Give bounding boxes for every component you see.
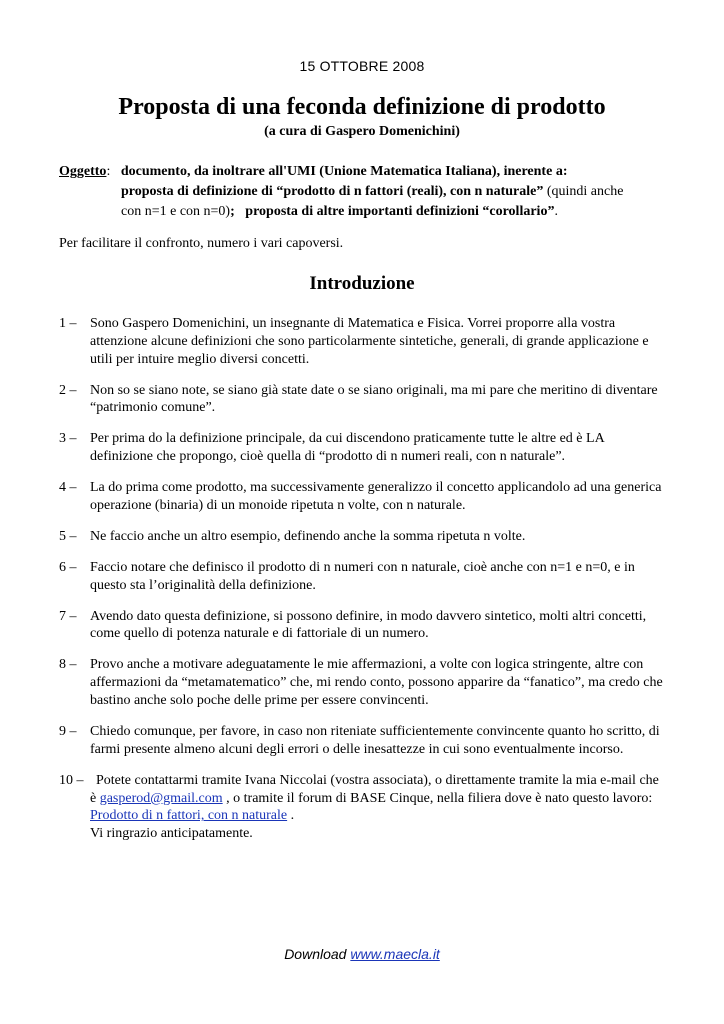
paragraph-10 — [59, 772, 667, 843]
paragraph-2 — [59, 382, 667, 418]
thanks-line: Vi ringrazio anticipatamente. — [90, 826, 253, 842]
subject-proposal-note-cont: con n=1 e con n=0) — [121, 204, 231, 219]
paragraph-8 — [59, 656, 667, 709]
subject-separator: ; — [230, 204, 235, 219]
paragraph-text: Sono Gaspero Domenichini, un insegnante di Matematica e Fisica. Vorrei proporre alla vostra attenzione alcune definizioni che sono particolarmente sintetiche, generali, di grande applicazione e utili per intuire meglio diversi concetti. — [90, 316, 649, 367]
paragraph-9 — [59, 723, 667, 759]
subject-proposal-note: (quindi anche — [546, 184, 624, 199]
paragraph-number: 4 – — [59, 480, 77, 496]
paragraph-number: 2 – — [59, 382, 77, 398]
paragraph-6 — [59, 559, 667, 595]
paragraph-text: Potete contattarmi tramite Ivana Niccolai (vostra associata), o direttamente tramite la mia e-mail che è — [90, 772, 659, 806]
footer-prefix: Download — [284, 946, 347, 962]
paragraph-text: Avendo dato questa definizione, si possono definire, in modo davvero sintetico, molti altri concetti, come quello di potenza naturale e di fattoriale di un numero. — [90, 608, 647, 642]
subject-end: . — [554, 204, 558, 219]
paragraph-text-cont: , o tramite il forum di BASE Cinque, nella filiera dove è nato questo lavoro: — [226, 790, 653, 806]
section-heading-introduzione: Introduzione — [309, 273, 415, 294]
subject-corollary: proposta di altre importanti definizioni “corollario” — [245, 204, 555, 219]
paragraph-number: 3 – — [59, 431, 77, 447]
document-subtitle: (a cura di Gaspero Domenichini) — [264, 124, 460, 139]
paragraph-number: 9 – — [59, 724, 77, 740]
subject-colon: : — [106, 164, 111, 179]
paragraph-1 — [59, 315, 667, 368]
paragraph-number: 1 – — [59, 316, 77, 331]
paragraph-text: La do prima come prodotto, ma successivamente generalizzo il concetto applicandolo ad una generica operazione (binaria) di un monoide ripetuta n volte, con n naturale. — [90, 480, 662, 513]
paragraph-text-end: . — [290, 808, 295, 824]
paragraph-number: 6 – — [59, 559, 77, 575]
paragraph-3 — [59, 430, 667, 466]
subject-proposal: proposta di definizione di “prodotto di n fattori (reali), con n naturale” — [121, 184, 544, 199]
document-date: 15 OTTOBRE 2008 — [299, 58, 425, 74]
document-title: Proposta di una feconda definizione di prodotto — [118, 94, 606, 120]
paragraph-text: Provo anche a motivare adeguatamente le mie affermazioni, a volte con logica stringente, altre con affermazioni da “metamatematico” che, mi rendo conto, possono apparire da “fanatico”, ma credo che bastino anche solo poche delle prime per essere convincenti. — [90, 657, 663, 709]
paragraph-number: 8 – — [59, 657, 77, 673]
paragraph-5 — [59, 528, 667, 546]
paragraph-number: 5 – — [59, 528, 77, 544]
email-link[interactable]: gasperod@gmail.com — [99, 790, 223, 806]
paragraph-text: Non so se siano note, se siano già state date o se siano originali, ma mi pare che meritino di diventare “patrimonio comune”. — [90, 382, 658, 416]
paragraph-text: Chiedo comunque, per favore, in caso non riteniate sufficientemente convincente quanto ho scritto, di farmi presente almeno alcuni degli errori o delle inesattezze in cui sono eventualmente incorso. — [90, 724, 660, 757]
numbering-note: Per facilitare il confronto, numero i vari capoversi. — [59, 236, 344, 251]
footer-download — [0, 946, 724, 962]
paragraph-text: Per prima do la definizione principale, da cui discendono praticamente tutte le altre ed è LA definizione che propongo, cioè quella di “prodotto di n numeri reali, con n naturale”. — [90, 431, 604, 465]
paragraph-number: 7 – — [59, 608, 77, 624]
paragraph-text: Ne faccio anche un altro esempio, definendo anche la somma ripetuta n volte. — [90, 528, 526, 544]
subject-line-3 — [59, 202, 679, 222]
forum-thread-link[interactable]: Prodotto di n fattori, con n naturale — [90, 808, 288, 824]
paragraph-4 — [59, 479, 667, 515]
subject-description: documento, da inoltrare all'UMI (Unione Matematica Italiana), inerente a: — [120, 164, 568, 179]
paragraph-number: 10 – — [59, 772, 84, 788]
subject-line-1 — [59, 162, 679, 182]
paragraph-text: Faccio notare che definisco il prodotto di n numeri con n naturale, cioè anche con n=1 e n=0, e in questo sta l’originalità della definizione. — [90, 559, 635, 593]
subject-line-2 — [59, 182, 679, 202]
subject-label: Oggetto — [59, 164, 107, 179]
subject-block — [59, 162, 679, 222]
footer-site-link[interactable]: www.maecla.it — [350, 946, 440, 962]
paragraph-list — [59, 315, 667, 856]
paragraph-7 — [59, 608, 667, 644]
